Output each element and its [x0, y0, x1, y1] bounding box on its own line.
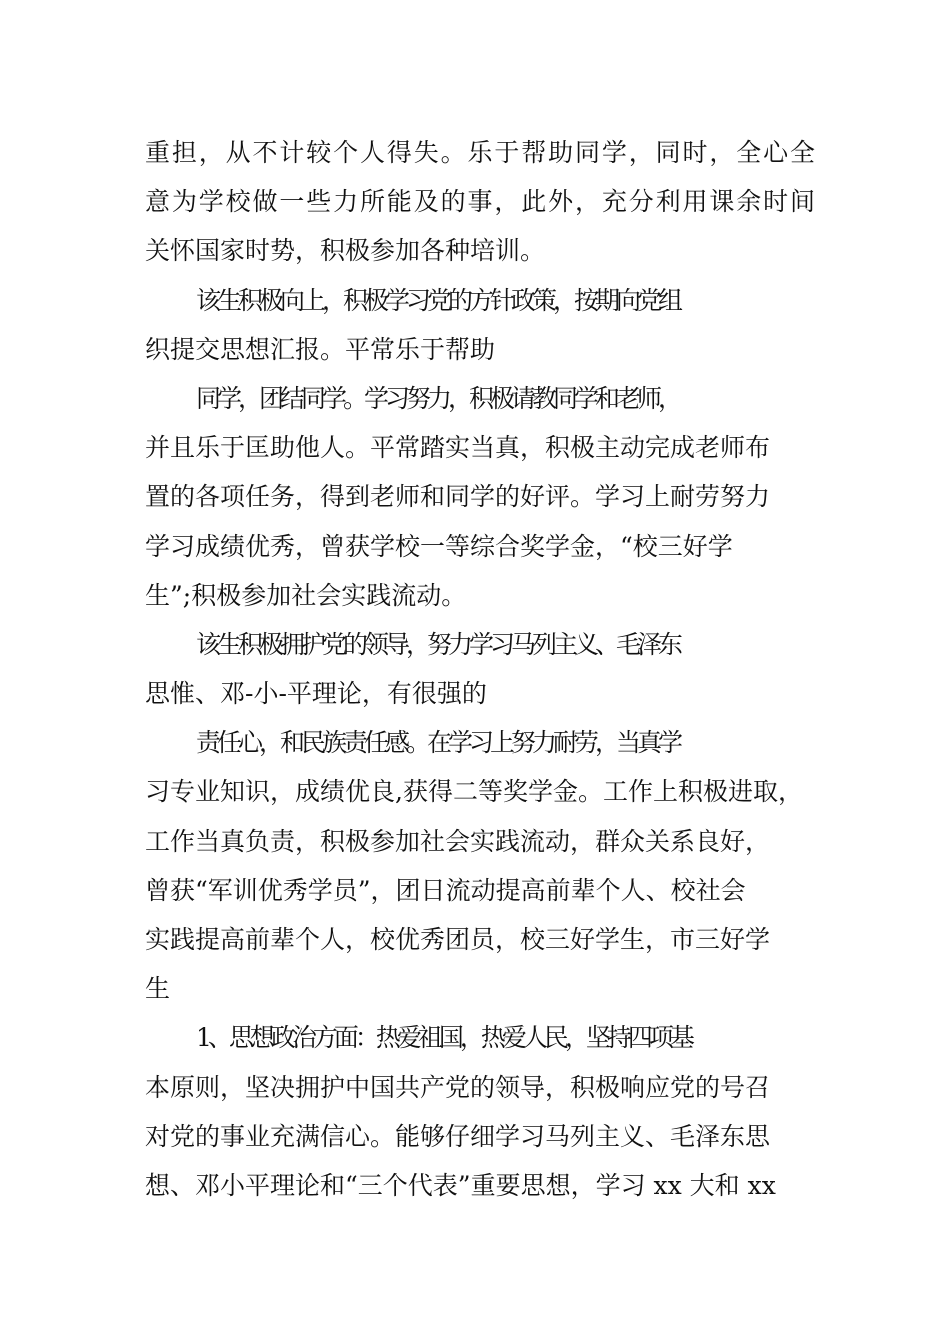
- paragraph-start-line: 同学，团结同学。学习努力，积极请教同学和老师，: [196, 383, 680, 413]
- paragraph-start-line: 责任心，和民族责任感。在学习上努力耐劳，当真学: [196, 728, 680, 758]
- paragraph-start-line: 1、思想政治方面：热爱祖国，热爱人民，坚持四项基: [196, 1023, 691, 1053]
- text-line: 工作当真负责，积极参加社会实践流动，群众关系良好，: [145, 826, 771, 856]
- text-line: 实践提高前辈个人，校优秀团员，校三好学生，市三好学: [145, 925, 771, 954]
- text-line: 关怀国家时势，积极参加各种培训。: [145, 236, 546, 266]
- paragraph-start-line: 该生积极拥护党的领导，努力学习马列主义、毛泽东: [196, 629, 680, 659]
- document-body: [145, 128, 815, 1210]
- text-line: 本原则，坚决拥护中国共产党的领导，积极响应党的号召: [145, 1072, 771, 1102]
- text-line: 生: [145, 974, 171, 1004]
- text-line: 曾获“军训优秀学员”，团日流动提高前辈个人、校社会: [145, 875, 746, 905]
- text-line: 生”;积极参加社会实践流动。: [145, 580, 467, 610]
- text-line: 思惟、邓-小-平理论，有很强的: [145, 679, 487, 709]
- text-line: 习专业知识，成绩优良,获得二等奖学金。工作上积极进取，: [145, 777, 803, 807]
- text-line: 对党的事业充满信心。能够仔细学习马列主义、毛泽东思: [145, 1121, 771, 1151]
- text-line: 置的各项任务，得到老师和同学的好评。学习上耐劳努力: [145, 482, 771, 512]
- text-line: 意为学校做一些力所能及的事，此外，充分利用课余时间: [145, 187, 815, 217]
- text-line: 织提交思想汇报。平常乐于帮助: [145, 334, 496, 364]
- text-line: 想、邓小平理论和“三个代表”重要思想，学习 xx 大和 xx: [145, 1170, 776, 1200]
- text-line: 学习成绩优秀，曾获学校一等综合奖学金，“校三好学: [145, 531, 733, 561]
- text-line: 重担，从不计较个人得失。乐于帮助同学，同时，全心全: [145, 138, 815, 167]
- paragraph-start-line: 该生积极向上，积极学习党的方针政策，按期向党组: [196, 285, 680, 315]
- text-line: 并且乐于匡助他人。平常踏实当真，积极主动完成老师布: [145, 433, 771, 463]
